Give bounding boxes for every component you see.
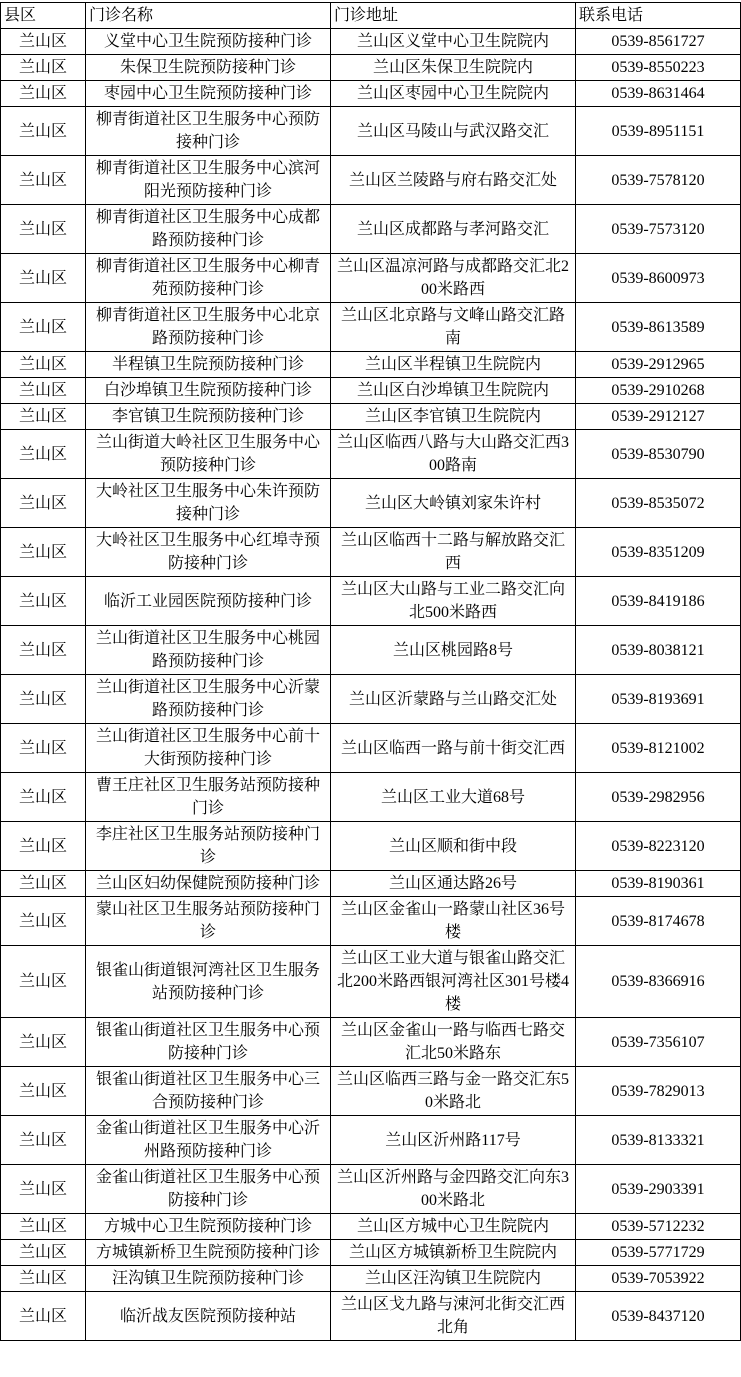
clinic-name-cell: 柳青街道社区卫生服务中心柳青苑预防接种门诊 <box>86 254 331 303</box>
clinic-name-cell: 临沂工业园医院预防接种门诊 <box>86 577 331 626</box>
clinic-address-cell: 兰山区李官镇卫生院院内 <box>331 404 576 430</box>
phone-cell: 0539-7356107 <box>576 1018 741 1067</box>
clinic-name-cell: 银雀山街道社区卫生服务中心预防接种门诊 <box>86 1018 331 1067</box>
phone-cell: 0539-8193691 <box>576 675 741 724</box>
table-row <box>1 626 741 675</box>
phone-cell: 0539-2912965 <box>576 352 741 378</box>
clinic-address-cell: 兰山区大山路与工业二路交汇向北500米路西 <box>331 577 576 626</box>
phone-cell: 0539-8561727 <box>576 29 741 55</box>
clinic-name-cell: 兰山街道大岭社区卫生服务中心预防接种门诊 <box>86 430 331 479</box>
phone-cell: 0539-8419186 <box>576 577 741 626</box>
table-row <box>1 577 741 626</box>
clinic-name-cell: 方城镇新桥卫生院预防接种门诊 <box>86 1240 331 1266</box>
clinic-address-cell: 兰山区金雀山一路与临西七路交汇北50米路东 <box>331 1018 576 1067</box>
clinic-address-cell: 兰山区工业大道与银雀山路交汇北200米路西银河湾社区301号楼4楼 <box>331 946 576 1018</box>
clinic-name-cell: 银雀山街道社区卫生服务中心三合预防接种门诊 <box>86 1067 331 1116</box>
clinic-address-cell: 兰山区顺和街中段 <box>331 822 576 871</box>
table-row <box>1 404 741 430</box>
district-cell: 兰山区 <box>1 479 86 528</box>
table-row <box>1 1240 741 1266</box>
clinic-name-cell: 银雀山街道银河湾社区卫生服务站预防接种门诊 <box>86 946 331 1018</box>
district-cell: 兰山区 <box>1 352 86 378</box>
table-row <box>1 1067 741 1116</box>
table-row <box>1 55 741 81</box>
vaccination-clinic-table <box>0 2 741 1341</box>
clinic-name-cell: 柳青街道社区卫生服务中心滨河阳光预防接种门诊 <box>86 156 331 205</box>
clinic-address-cell: 兰山区桃园路8号 <box>331 626 576 675</box>
phone-cell: 0539-2910268 <box>576 378 741 404</box>
table-row <box>1 378 741 404</box>
district-cell: 兰山区 <box>1 254 86 303</box>
clinic-address-cell: 兰山区白沙埠镇卫生院院内 <box>331 378 576 404</box>
table-row <box>1 528 741 577</box>
phone-cell: 0539-2903391 <box>576 1165 741 1214</box>
district-cell: 兰山区 <box>1 946 86 1018</box>
district-cell: 兰山区 <box>1 897 86 946</box>
district-cell: 兰山区 <box>1 822 86 871</box>
district-cell: 兰山区 <box>1 1292 86 1341</box>
header-row <box>1 3 741 29</box>
phone-cell: 0539-8535072 <box>576 479 741 528</box>
phone-cell: 0539-8631464 <box>576 81 741 107</box>
clinic-name-cell: 枣园中心卫生院预防接种门诊 <box>86 81 331 107</box>
table-row <box>1 479 741 528</box>
phone-cell: 0539-7573120 <box>576 205 741 254</box>
district-cell: 兰山区 <box>1 577 86 626</box>
phone-cell: 0539-8550223 <box>576 55 741 81</box>
clinic-name-cell: 兰山街道社区卫生服务中心桃园路预防接种门诊 <box>86 626 331 675</box>
phone-cell: 0539-8530790 <box>576 430 741 479</box>
table-row <box>1 303 741 352</box>
table-row <box>1 773 741 822</box>
clinic-name-cell: 汪沟镇卫生院预防接种门诊 <box>86 1266 331 1292</box>
table-row <box>1 81 741 107</box>
phone-cell: 0539-8613589 <box>576 303 741 352</box>
clinic-name-cell: 方城中心卫生院预防接种门诊 <box>86 1214 331 1240</box>
phone-cell: 0539-8121002 <box>576 724 741 773</box>
district-cell: 兰山区 <box>1 156 86 205</box>
district-cell: 兰山区 <box>1 1266 86 1292</box>
clinic-name-cell: 兰山区妇幼保健院预防接种门诊 <box>86 871 331 897</box>
clinic-name-cell: 蒙山社区卫生服务站预防接种门诊 <box>86 897 331 946</box>
phone-cell: 0539-8437120 <box>576 1292 741 1341</box>
clinic-address-cell: 兰山区半程镇卫生院院内 <box>331 352 576 378</box>
table-row <box>1 156 741 205</box>
phone-cell: 0539-8951151 <box>576 107 741 156</box>
clinic-address-cell: 兰山区沂州路117号 <box>331 1116 576 1165</box>
table-row <box>1 107 741 156</box>
clinic-address-cell: 兰山区临西一路与前十街交汇西 <box>331 724 576 773</box>
district-cell: 兰山区 <box>1 1116 86 1165</box>
clinic-address-cell: 兰山区北京路与文峰山路交汇路南 <box>331 303 576 352</box>
table-row <box>1 897 741 946</box>
district-cell: 兰山区 <box>1 773 86 822</box>
table-row <box>1 254 741 303</box>
district-cell: 兰山区 <box>1 81 86 107</box>
clinic-name-cell: 李官镇卫生院预防接种门诊 <box>86 404 331 430</box>
phone-cell: 0539-8174678 <box>576 897 741 946</box>
table-row <box>1 675 741 724</box>
clinic-name-cell: 兰山街道社区卫生服务中心沂蒙路预防接种门诊 <box>86 675 331 724</box>
table-row <box>1 352 741 378</box>
clinic-address-cell: 兰山区兰陵路与府右路交汇处 <box>331 156 576 205</box>
clinic-name-cell: 半程镇卫生院预防接种门诊 <box>86 352 331 378</box>
table-row <box>1 946 741 1018</box>
table-row <box>1 430 741 479</box>
clinic-name-cell: 大岭社区卫生服务中心红埠寺预防接种门诊 <box>86 528 331 577</box>
table-row <box>1 1165 741 1214</box>
table-row <box>1 871 741 897</box>
clinic-name-cell: 曹王庄社区卫生服务站预防接种门诊 <box>86 773 331 822</box>
clinic-address-cell: 兰山区沂州路与金四路交汇向东300米路北 <box>331 1165 576 1214</box>
phone-cell: 0539-2982956 <box>576 773 741 822</box>
table-row <box>1 29 741 55</box>
clinic-address-cell: 兰山区大岭镇刘家朱许村 <box>331 479 576 528</box>
phone-cell: 0539-2912127 <box>576 404 741 430</box>
clinic-address-cell: 兰山区金雀山一路蒙山社区36号楼 <box>331 897 576 946</box>
clinic-address-cell: 兰山区汪沟镇卫生院院内 <box>331 1266 576 1292</box>
phone-cell: 0539-8223120 <box>576 822 741 871</box>
district-cell: 兰山区 <box>1 871 86 897</box>
district-cell: 兰山区 <box>1 1214 86 1240</box>
clinic-name-cell: 柳青街道社区卫生服务中心成都路预防接种门诊 <box>86 205 331 254</box>
district-cell: 兰山区 <box>1 1067 86 1116</box>
phone-cell: 0539-7829013 <box>576 1067 741 1116</box>
clinic-name-cell: 白沙埠镇卫生院预防接种门诊 <box>86 378 331 404</box>
phone-cell: 0539-8600973 <box>576 254 741 303</box>
table-row <box>1 1116 741 1165</box>
column-header-clinic-address: 门诊地址 <box>331 3 576 29</box>
district-cell: 兰山区 <box>1 1240 86 1266</box>
district-cell: 兰山区 <box>1 675 86 724</box>
table-row <box>1 1266 741 1292</box>
phone-cell: 0539-8038121 <box>576 626 741 675</box>
phone-cell: 0539-8351209 <box>576 528 741 577</box>
clinic-address-cell: 兰山区戈九路与涑河北街交汇西北角 <box>331 1292 576 1341</box>
table-row <box>1 1214 741 1240</box>
district-cell: 兰山区 <box>1 430 86 479</box>
phone-cell: 0539-7053922 <box>576 1266 741 1292</box>
clinic-name-cell: 金雀山街道社区卫生服务中心沂州路预防接种门诊 <box>86 1116 331 1165</box>
clinic-address-cell: 兰山区朱保卫生院院内 <box>331 55 576 81</box>
clinic-address-cell: 兰山区临西三路与金一路交汇东50米路北 <box>331 1067 576 1116</box>
district-cell: 兰山区 <box>1 1018 86 1067</box>
district-cell: 兰山区 <box>1 29 86 55</box>
district-cell: 兰山区 <box>1 55 86 81</box>
clinic-address-cell: 兰山区通达路26号 <box>331 871 576 897</box>
phone-cell: 0539-8190361 <box>576 871 741 897</box>
clinic-name-cell: 大岭社区卫生服务中心朱许预防接种门诊 <box>86 479 331 528</box>
district-cell: 兰山区 <box>1 1165 86 1214</box>
district-cell: 兰山区 <box>1 303 86 352</box>
phone-cell: 0539-5712232 <box>576 1214 741 1240</box>
column-header-clinic-name: 门诊名称 <box>86 3 331 29</box>
clinic-address-cell: 兰山区临西八路与大山路交汇西300路南 <box>331 430 576 479</box>
clinic-name-cell: 兰山街道社区卫生服务中心前十大街预防接种门诊 <box>86 724 331 773</box>
district-cell: 兰山区 <box>1 404 86 430</box>
clinic-name-cell: 朱保卫生院预防接种门诊 <box>86 55 331 81</box>
clinic-name-cell: 义堂中心卫生院预防接种门诊 <box>86 29 331 55</box>
clinic-address-cell: 兰山区方城镇新桥卫生院院内 <box>331 1240 576 1266</box>
column-header-phone: 联系电话 <box>576 3 741 29</box>
column-header-district: 县区 <box>1 3 86 29</box>
district-cell: 兰山区 <box>1 205 86 254</box>
clinic-address-cell: 兰山区沂蒙路与兰山路交汇处 <box>331 675 576 724</box>
district-cell: 兰山区 <box>1 724 86 773</box>
clinic-name-cell: 柳青街道社区卫生服务中心预防接种门诊 <box>86 107 331 156</box>
table-body <box>1 29 741 1341</box>
clinic-name-cell: 李庄社区卫生服务站预防接种门诊 <box>86 822 331 871</box>
clinic-address-cell: 兰山区温凉河路与成都路交汇北200米路西 <box>331 254 576 303</box>
table-row <box>1 1018 741 1067</box>
district-cell: 兰山区 <box>1 107 86 156</box>
phone-cell: 0539-8133321 <box>576 1116 741 1165</box>
clinic-name-cell: 柳青街道社区卫生服务中心北京路预防接种门诊 <box>86 303 331 352</box>
clinic-name-cell: 金雀山街道社区卫生服务中心预防接种门诊 <box>86 1165 331 1214</box>
district-cell: 兰山区 <box>1 626 86 675</box>
phone-cell: 0539-5771729 <box>576 1240 741 1266</box>
table-row <box>1 205 741 254</box>
clinic-address-cell: 兰山区义堂中心卫生院院内 <box>331 29 576 55</box>
clinic-address-cell: 兰山区工业大道68号 <box>331 773 576 822</box>
clinic-address-cell: 兰山区枣园中心卫生院院内 <box>331 81 576 107</box>
clinic-address-cell: 兰山区方城中心卫生院院内 <box>331 1214 576 1240</box>
table-row <box>1 724 741 773</box>
clinic-address-cell: 兰山区临西十二路与解放路交汇西 <box>331 528 576 577</box>
clinic-address-cell: 兰山区马陵山与武汉路交汇 <box>331 107 576 156</box>
table-row <box>1 1292 741 1341</box>
district-cell: 兰山区 <box>1 378 86 404</box>
phone-cell: 0539-8366916 <box>576 946 741 1018</box>
clinic-name-cell: 临沂战友医院预防接种站 <box>86 1292 331 1341</box>
clinic-address-cell: 兰山区成都路与孝河路交汇 <box>331 205 576 254</box>
district-cell: 兰山区 <box>1 528 86 577</box>
phone-cell: 0539-7578120 <box>576 156 741 205</box>
table-row <box>1 822 741 871</box>
